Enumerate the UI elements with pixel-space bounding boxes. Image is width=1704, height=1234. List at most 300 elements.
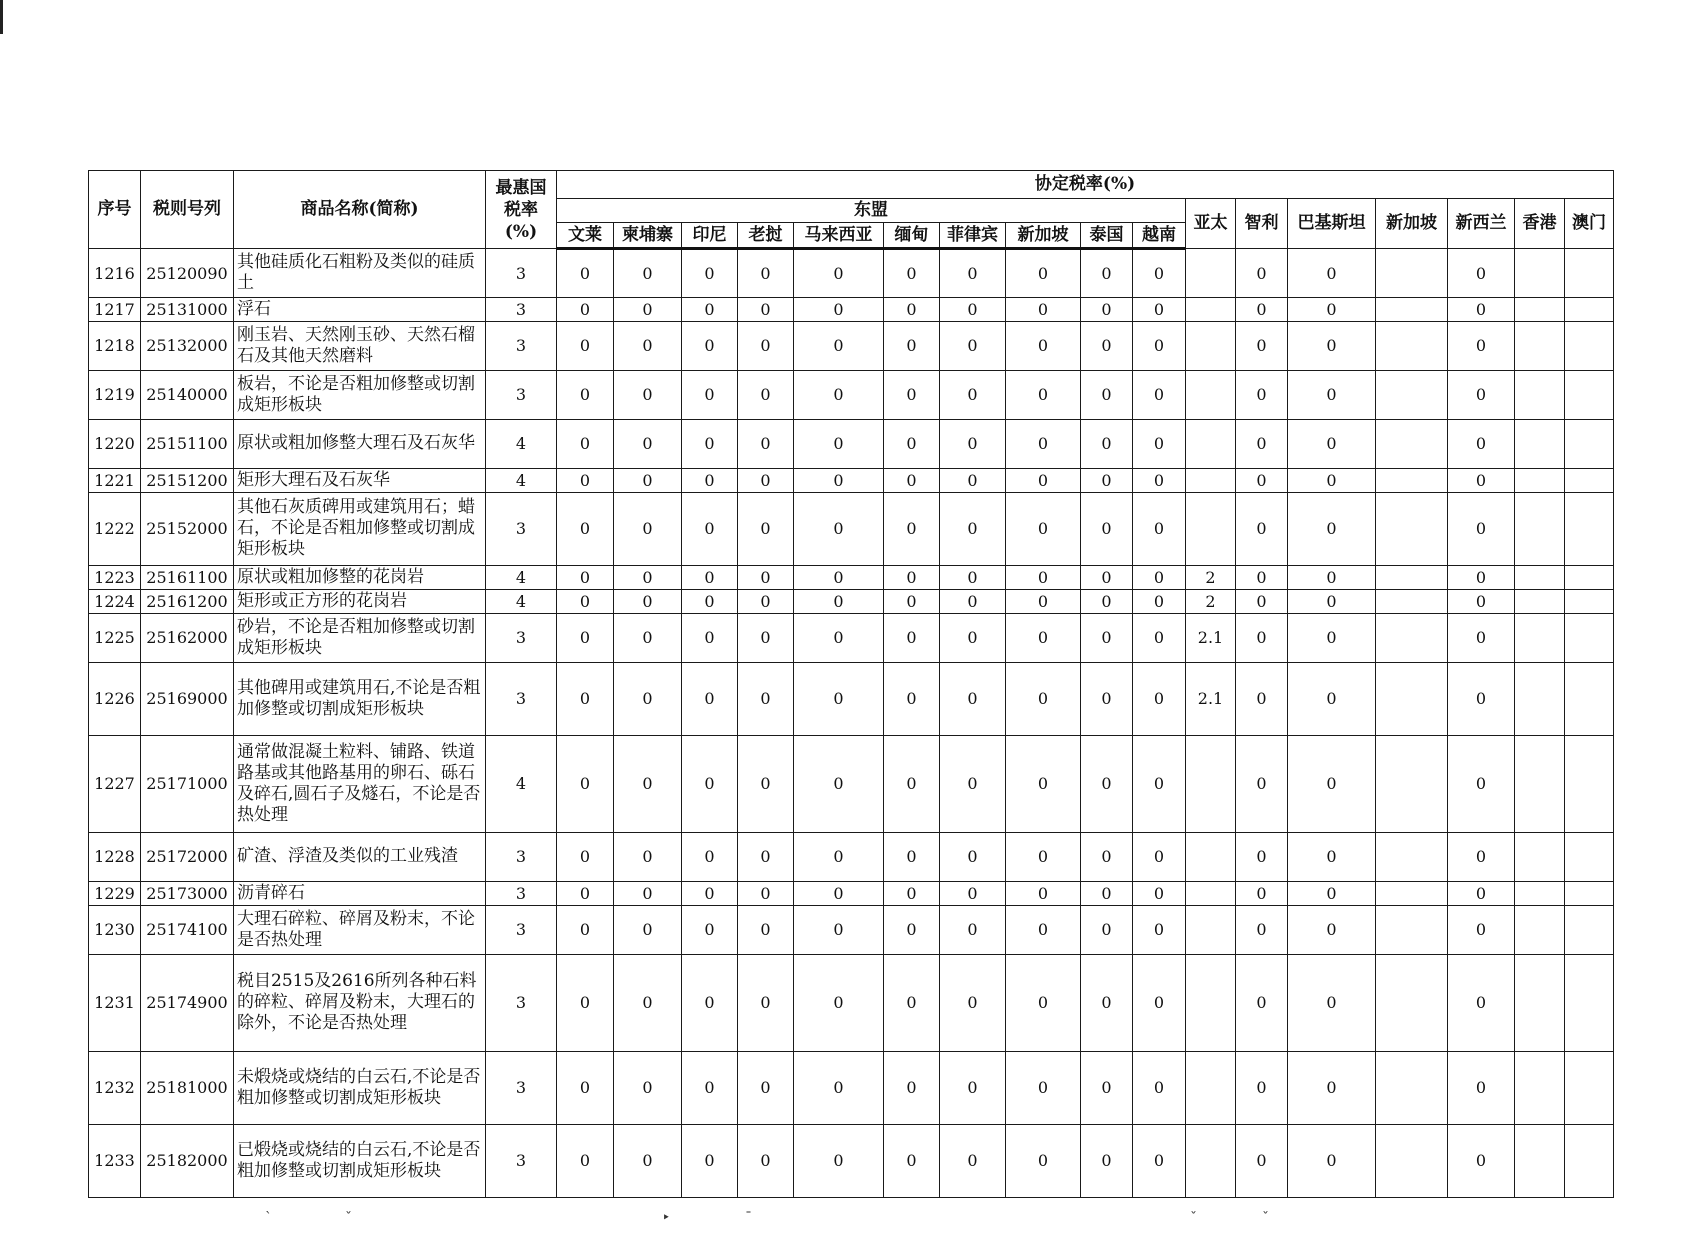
cell-asean-rate: 0: [614, 589, 682, 613]
cell-asean-rate: 0: [794, 492, 884, 565]
cell-code: 25174100: [141, 905, 234, 954]
cell-mfn: 4: [486, 468, 557, 492]
cell-asean-rate: 0: [1081, 298, 1133, 322]
cell-other-rate: 0: [1288, 954, 1376, 1051]
cell-asean-rate: 0: [682, 321, 738, 370]
cell-other-rate: [1565, 1124, 1614, 1197]
header-asean-member: 越南: [1133, 223, 1186, 249]
cell-other-rate: [1515, 905, 1565, 954]
cell-other-rate: [1186, 492, 1236, 565]
cell-asean-rate: 0: [1081, 370, 1133, 419]
cell-asean-rate: 0: [884, 589, 940, 613]
cell-asean-rate: 0: [1006, 468, 1081, 492]
cell-asean-rate: 0: [1133, 1051, 1186, 1124]
cell-other-rate: [1565, 613, 1614, 662]
cell-asean-rate: 0: [682, 468, 738, 492]
cell-name: 其他石灰质碑用或建筑用石；蜡石，不论是否粗加修整或切割成矩形板块: [234, 492, 486, 565]
cell-asean-rate: 0: [614, 662, 682, 735]
cell-asean-rate: 0: [614, 565, 682, 589]
cell-asean-rate: 0: [1006, 370, 1081, 419]
cell-name: 沥青碎石: [234, 881, 486, 905]
cell-asean-rate: 0: [738, 832, 794, 881]
cell-other-rate: [1565, 321, 1614, 370]
cell-asean-rate: 0: [682, 832, 738, 881]
cell-asean-rate: 0: [794, 954, 884, 1051]
scan-speck: ˇ: [1262, 1210, 1269, 1226]
cell-asean-rate: 0: [884, 662, 940, 735]
cell-asean-rate: 0: [1081, 735, 1133, 832]
cell-asean-rate: 0: [1133, 321, 1186, 370]
cell-asean-rate: 0: [940, 1051, 1006, 1124]
cell-name: 原状或粗加修整大理石及石灰华: [234, 419, 486, 468]
cell-asean-rate: 0: [794, 589, 884, 613]
cell-name: 矿渣、浮渣及类似的工业残渣: [234, 832, 486, 881]
cell-other-rate: 0: [1448, 370, 1515, 419]
cell-asean-rate: 0: [738, 298, 794, 322]
cell-other-rate: 0: [1236, 881, 1288, 905]
cell-asean-rate: 0: [557, 613, 614, 662]
cell-other-rate: [1186, 468, 1236, 492]
cell-other-rate: 0: [1236, 589, 1288, 613]
cell-name: 税目2515及2616所列各种石料的碎粒、碎屑及粉末，大理石的除外，不论是否热处理: [234, 954, 486, 1051]
table-row: [89, 881, 1614, 905]
cell-code: 25181000: [141, 1051, 234, 1124]
tariff-rate-table: [88, 170, 1614, 1198]
scan-speck: ‣: [662, 1210, 671, 1226]
cell-asean-rate: 0: [884, 370, 940, 419]
cell-other-rate: [1515, 881, 1565, 905]
cell-asean-rate: 0: [794, 613, 884, 662]
header-asean-member: 印尼: [682, 223, 738, 249]
cell-other-rate: [1515, 589, 1565, 613]
cell-mfn: 3: [486, 662, 557, 735]
cell-other-rate: 0: [1236, 419, 1288, 468]
cell-other-rate: [1515, 613, 1565, 662]
cell-asean-rate: 0: [682, 298, 738, 322]
cell-seq: 1224: [89, 589, 141, 613]
header-asean-member: 文莱: [557, 223, 614, 249]
cell-mfn: 3: [486, 881, 557, 905]
cell-other-rate: 0: [1288, 1124, 1376, 1197]
cell-other-rate: 0: [1288, 613, 1376, 662]
cell-other-rate: 0: [1288, 832, 1376, 881]
cell-asean-rate: 0: [682, 419, 738, 468]
cell-asean-rate: 0: [1133, 565, 1186, 589]
scan-speck: ˉ: [745, 1210, 752, 1226]
cell-asean-rate: 0: [940, 589, 1006, 613]
cell-other-rate: 0: [1448, 881, 1515, 905]
cell-asean-rate: 0: [794, 1124, 884, 1197]
cell-mfn: 3: [486, 832, 557, 881]
cell-asean-rate: 0: [614, 468, 682, 492]
cell-asean-rate: 0: [1133, 832, 1186, 881]
cell-other-rate: [1515, 419, 1565, 468]
table-row: [89, 1124, 1614, 1197]
cell-asean-rate: 0: [794, 735, 884, 832]
cell-asean-rate: 0: [794, 881, 884, 905]
cell-asean-rate: 0: [1133, 492, 1186, 565]
cell-asean-rate: 0: [614, 1124, 682, 1197]
cell-asean-rate: 0: [1006, 492, 1081, 565]
cell-other-rate: [1376, 565, 1448, 589]
cell-asean-rate: 0: [614, 298, 682, 322]
cell-name: 砂岩，不论是否粗加修整或切割成矩形板块: [234, 613, 486, 662]
cell-asean-rate: 0: [1081, 321, 1133, 370]
cell-asean-rate: 0: [1133, 613, 1186, 662]
cell-mfn: 3: [486, 321, 557, 370]
footer-scan-marks: [0, 1208, 1704, 1234]
cell-seq: 1225: [89, 613, 141, 662]
cell-mfn: 3: [486, 1124, 557, 1197]
cell-other-rate: [1515, 1124, 1565, 1197]
cell-name: 矩形大理石及石灰华: [234, 468, 486, 492]
cell-other-rate: [1515, 468, 1565, 492]
header-other-3: 新加坡: [1376, 199, 1448, 249]
cell-other-rate: 2.1: [1186, 662, 1236, 735]
cell-other-rate: 0: [1448, 1051, 1515, 1124]
header-other-1: 智利: [1236, 199, 1288, 249]
cell-asean-rate: 0: [614, 613, 682, 662]
cell-seq: 1230: [89, 905, 141, 954]
cell-other-rate: 0: [1288, 298, 1376, 322]
cell-asean-rate: 0: [614, 321, 682, 370]
cell-asean-rate: 0: [884, 419, 940, 468]
cell-mfn: 3: [486, 492, 557, 565]
cell-asean-rate: 0: [682, 905, 738, 954]
cell-asean-rate: 0: [557, 1124, 614, 1197]
cell-code: 25161200: [141, 589, 234, 613]
cell-seq: 1232: [89, 1051, 141, 1124]
cell-other-rate: 0: [1448, 905, 1515, 954]
cell-other-rate: [1565, 905, 1614, 954]
cell-other-rate: [1186, 249, 1236, 298]
header-other-6: 澳门: [1565, 199, 1614, 249]
cell-other-rate: 0: [1448, 954, 1515, 1051]
cell-asean-rate: 0: [1006, 589, 1081, 613]
cell-asean-rate: 0: [794, 249, 884, 298]
cell-seq: 1219: [89, 370, 141, 419]
cell-code: 25132000: [141, 321, 234, 370]
cell-other-rate: [1376, 832, 1448, 881]
cell-other-rate: 2: [1186, 589, 1236, 613]
cell-asean-rate: 0: [1133, 419, 1186, 468]
header-asean-member: 菲律宾: [940, 223, 1006, 249]
cell-asean-rate: 0: [884, 735, 940, 832]
cell-other-rate: [1565, 298, 1614, 322]
cell-name: 其他硅质化石粗粉及类似的硅质土: [234, 249, 486, 298]
cell-asean-rate: 0: [682, 492, 738, 565]
scan-speck: ˋ: [265, 1210, 272, 1226]
header-asean-member: 老挝: [738, 223, 794, 249]
cell-code: 25174900: [141, 954, 234, 1051]
cell-asean-rate: 0: [1081, 589, 1133, 613]
cell-other-rate: 0: [1236, 321, 1288, 370]
cell-other-rate: [1565, 832, 1614, 881]
table-row: [89, 565, 1614, 589]
cell-other-rate: [1376, 321, 1448, 370]
table-row: [89, 492, 1614, 565]
cell-asean-rate: 0: [1006, 662, 1081, 735]
cell-other-rate: [1186, 735, 1236, 832]
cell-other-rate: 0: [1448, 321, 1515, 370]
cell-asean-rate: 0: [884, 832, 940, 881]
cell-asean-rate: 0: [1081, 881, 1133, 905]
cell-asean-rate: 0: [1081, 468, 1133, 492]
cell-other-rate: 0: [1288, 662, 1376, 735]
cell-asean-rate: 0: [940, 321, 1006, 370]
cell-other-rate: [1186, 1124, 1236, 1197]
cell-asean-rate: 0: [884, 249, 940, 298]
cell-other-rate: [1515, 370, 1565, 419]
table-row: [89, 832, 1614, 881]
cell-other-rate: [1565, 589, 1614, 613]
cell-asean-rate: 0: [884, 1051, 940, 1124]
scan-edge-mark: [0, 0, 3, 34]
cell-asean-rate: 0: [682, 370, 738, 419]
cell-mfn: 3: [486, 298, 557, 322]
cell-other-rate: [1376, 468, 1448, 492]
cell-other-rate: 0: [1236, 298, 1288, 322]
cell-other-rate: [1515, 954, 1565, 1051]
cell-asean-rate: 0: [940, 249, 1006, 298]
cell-other-rate: [1376, 881, 1448, 905]
table-row: [89, 613, 1614, 662]
cell-code: 25171000: [141, 735, 234, 832]
cell-asean-rate: 0: [738, 419, 794, 468]
cell-other-rate: 0: [1288, 492, 1376, 565]
cell-asean-rate: 0: [1133, 954, 1186, 1051]
cell-asean-rate: 0: [940, 954, 1006, 1051]
scan-speck: ˇ: [1190, 1210, 1197, 1226]
cell-asean-rate: 0: [738, 468, 794, 492]
cell-asean-rate: 0: [1081, 832, 1133, 881]
cell-asean-rate: 0: [1081, 613, 1133, 662]
cell-asean-rate: 0: [682, 954, 738, 1051]
cell-other-rate: [1515, 1051, 1565, 1124]
cell-asean-rate: 0: [794, 370, 884, 419]
cell-asean-rate: 0: [794, 321, 884, 370]
cell-asean-rate: 0: [614, 370, 682, 419]
cell-code: 25151100: [141, 419, 234, 468]
header-other-0: 亚太: [1186, 199, 1236, 249]
cell-asean-rate: 0: [1133, 735, 1186, 832]
cell-asean-rate: 0: [557, 589, 614, 613]
cell-asean-rate: 0: [557, 492, 614, 565]
cell-other-rate: [1515, 249, 1565, 298]
cell-asean-rate: 0: [682, 613, 738, 662]
cell-code: 25173000: [141, 881, 234, 905]
table-row: [89, 905, 1614, 954]
cell-asean-rate: 0: [682, 735, 738, 832]
cell-asean-rate: 0: [682, 1051, 738, 1124]
header-asean: 东盟: [557, 199, 1186, 223]
cell-asean-rate: 0: [1133, 589, 1186, 613]
cell-other-rate: 0: [1448, 492, 1515, 565]
cell-asean-rate: 0: [682, 1124, 738, 1197]
cell-asean-rate: 0: [738, 881, 794, 905]
cell-asean-rate: 0: [738, 613, 794, 662]
cell-seq: 1226: [89, 662, 141, 735]
cell-other-rate: [1376, 249, 1448, 298]
cell-asean-rate: 0: [940, 370, 1006, 419]
cell-other-rate: 0: [1236, 468, 1288, 492]
cell-asean-rate: 0: [1133, 370, 1186, 419]
cell-seq: 1221: [89, 468, 141, 492]
cell-mfn: 4: [486, 565, 557, 589]
cell-other-rate: 0: [1236, 954, 1288, 1051]
cell-other-rate: 0: [1448, 662, 1515, 735]
cell-other-rate: 0: [1288, 468, 1376, 492]
cell-other-rate: 0: [1448, 419, 1515, 468]
cell-other-rate: [1515, 662, 1565, 735]
cell-other-rate: 0: [1236, 565, 1288, 589]
cell-asean-rate: 0: [614, 832, 682, 881]
cell-asean-rate: 0: [1081, 662, 1133, 735]
cell-asean-rate: 0: [738, 589, 794, 613]
table-row: [89, 419, 1614, 468]
cell-other-rate: [1515, 298, 1565, 322]
cell-mfn: 4: [486, 735, 557, 832]
cell-seq: 1220: [89, 419, 141, 468]
cell-asean-rate: 0: [557, 298, 614, 322]
cell-other-rate: [1565, 662, 1614, 735]
cell-other-rate: 0: [1448, 468, 1515, 492]
table-row: [89, 735, 1614, 832]
cell-asean-rate: 0: [884, 565, 940, 589]
cell-asean-rate: 0: [614, 492, 682, 565]
cell-asean-rate: 0: [884, 954, 940, 1051]
cell-asean-rate: 0: [614, 954, 682, 1051]
table-row: [89, 370, 1614, 419]
cell-name: 已煅烧或烧结的白云石,不论是否粗加修整或切割成矩形板块: [234, 1124, 486, 1197]
cell-asean-rate: 0: [738, 954, 794, 1051]
cell-asean-rate: 0: [940, 905, 1006, 954]
cell-other-rate: [1376, 419, 1448, 468]
cell-code: 25151200: [141, 468, 234, 492]
cell-other-rate: [1565, 954, 1614, 1051]
scan-speck: ˇ: [345, 1210, 352, 1226]
cell-asean-rate: 0: [940, 735, 1006, 832]
cell-asean-rate: 0: [1133, 662, 1186, 735]
cell-seq: 1217: [89, 298, 141, 322]
cell-asean-rate: 0: [794, 662, 884, 735]
cell-other-rate: 0: [1236, 370, 1288, 419]
table-body: [89, 249, 1614, 1198]
cell-asean-rate: 0: [614, 905, 682, 954]
cell-other-rate: [1565, 881, 1614, 905]
cell-other-rate: 0: [1288, 589, 1376, 613]
cell-seq: 1229: [89, 881, 141, 905]
cell-code: 25172000: [141, 832, 234, 881]
cell-seq: 1216: [89, 249, 141, 298]
cell-other-rate: 0: [1288, 735, 1376, 832]
cell-other-rate: [1186, 298, 1236, 322]
cell-asean-rate: 0: [614, 419, 682, 468]
cell-asean-rate: 0: [1006, 1051, 1081, 1124]
cell-asean-rate: 0: [884, 492, 940, 565]
cell-other-rate: [1376, 492, 1448, 565]
cell-asean-rate: 0: [557, 370, 614, 419]
cell-other-rate: 0: [1288, 370, 1376, 419]
cell-other-rate: [1565, 419, 1614, 468]
header-asean-member: 泰国: [1081, 223, 1133, 249]
cell-asean-rate: 0: [1006, 881, 1081, 905]
cell-asean-rate: 0: [794, 1051, 884, 1124]
cell-name: 原状或粗加修整的花岗岩: [234, 565, 486, 589]
cell-asean-rate: 0: [1006, 565, 1081, 589]
cell-asean-rate: 0: [1133, 1124, 1186, 1197]
cell-other-rate: 0: [1236, 492, 1288, 565]
cell-other-rate: 0: [1448, 832, 1515, 881]
cell-asean-rate: 0: [940, 613, 1006, 662]
cell-other-rate: 0: [1288, 905, 1376, 954]
cell-other-rate: [1565, 468, 1614, 492]
cell-other-rate: [1565, 1051, 1614, 1124]
cell-seq: 1223: [89, 565, 141, 589]
cell-asean-rate: 0: [884, 468, 940, 492]
cell-other-rate: 0: [1236, 613, 1288, 662]
cell-asean-rate: 0: [1006, 321, 1081, 370]
cell-other-rate: 0: [1448, 249, 1515, 298]
cell-other-rate: [1515, 492, 1565, 565]
cell-asean-rate: 0: [884, 321, 940, 370]
cell-other-rate: 0: [1236, 832, 1288, 881]
cell-other-rate: [1376, 954, 1448, 1051]
cell-other-rate: 0: [1236, 249, 1288, 298]
cell-name: 刚玉岩、天然刚玉砂、天然石榴石及其他天然磨料: [234, 321, 486, 370]
cell-asean-rate: 0: [557, 419, 614, 468]
cell-asean-rate: 0: [940, 832, 1006, 881]
cell-asean-rate: 0: [1081, 249, 1133, 298]
cell-asean-rate: 0: [1081, 1124, 1133, 1197]
cell-asean-rate: 0: [614, 249, 682, 298]
header-asean-member: 缅甸: [884, 223, 940, 249]
cell-other-rate: 2.1: [1186, 613, 1236, 662]
cell-asean-rate: 0: [1133, 468, 1186, 492]
cell-other-rate: 2: [1186, 565, 1236, 589]
cell-asean-rate: 0: [940, 298, 1006, 322]
cell-name: 浮石: [234, 298, 486, 322]
cell-other-rate: [1515, 565, 1565, 589]
cell-asean-rate: 0: [1133, 249, 1186, 298]
cell-asean-rate: 0: [682, 881, 738, 905]
cell-other-rate: 0: [1288, 565, 1376, 589]
table-row: [89, 662, 1614, 735]
cell-mfn: 3: [486, 370, 557, 419]
cell-mfn: 3: [486, 954, 557, 1051]
cell-other-rate: [1376, 662, 1448, 735]
table-row: [89, 298, 1614, 322]
cell-other-rate: [1376, 298, 1448, 322]
cell-asean-rate: 0: [1006, 954, 1081, 1051]
cell-asean-rate: 0: [1006, 905, 1081, 954]
cell-code: 25120090: [141, 249, 234, 298]
cell-mfn: 3: [486, 249, 557, 298]
cell-asean-rate: 0: [738, 370, 794, 419]
header-other-2: 巴基斯坦: [1288, 199, 1376, 249]
cell-other-rate: 0: [1448, 565, 1515, 589]
cell-asean-rate: 0: [557, 249, 614, 298]
cell-other-rate: 0: [1448, 298, 1515, 322]
cell-asean-rate: 0: [557, 905, 614, 954]
header-name: 商品名称(简称): [234, 171, 486, 249]
cell-asean-rate: 0: [682, 589, 738, 613]
cell-other-rate: [1565, 370, 1614, 419]
cell-mfn: 4: [486, 589, 557, 613]
cell-other-rate: [1515, 735, 1565, 832]
cell-asean-rate: 0: [738, 1124, 794, 1197]
cell-code: 25182000: [141, 1124, 234, 1197]
